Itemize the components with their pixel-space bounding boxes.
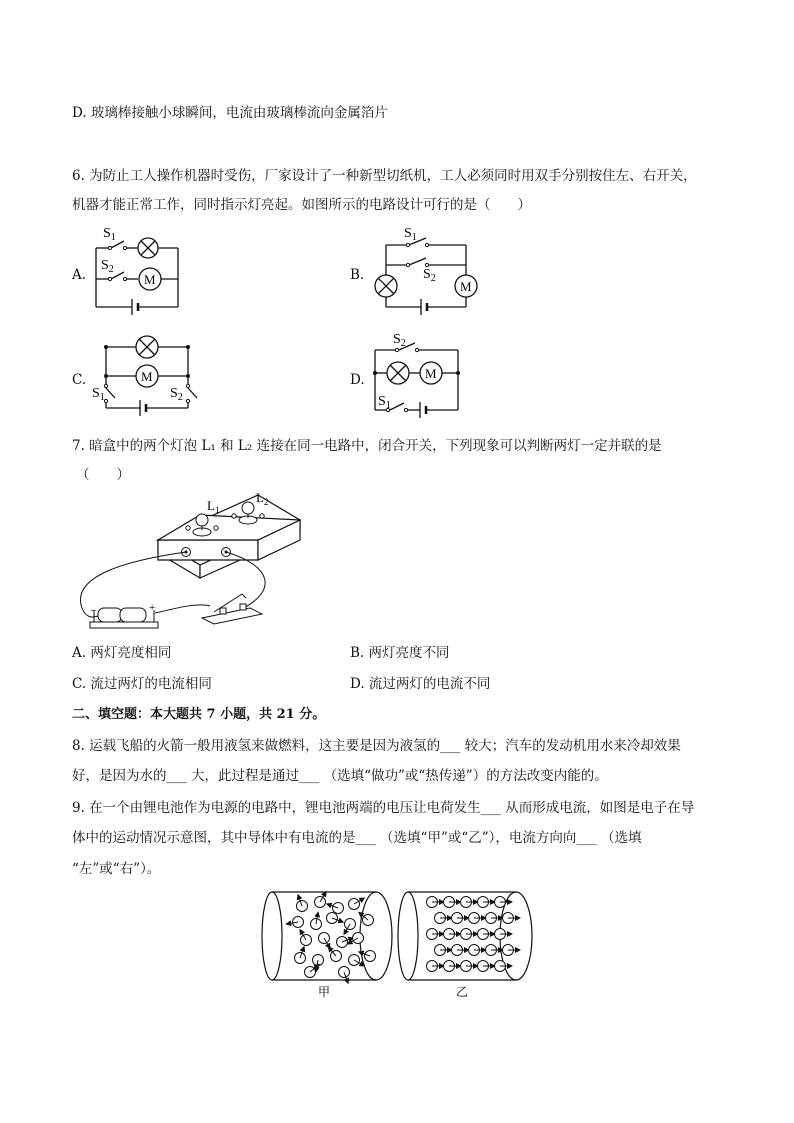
q6-label-b: B. bbox=[350, 267, 365, 283]
circuit-c-s2-label: $S_2$ bbox=[170, 386, 183, 403]
q6-stem-line2: 机器才能正常工作，同时指示灯亮起。如图所示的电路设计可行的是（ ） bbox=[72, 197, 531, 213]
circuit-a-motor-label: M bbox=[144, 272, 156, 287]
circuit-c-s1-label: $S_1$ bbox=[92, 386, 105, 403]
q7-stem-line2: （ ） bbox=[76, 467, 130, 483]
q8-line2: 好，是因为水的___ 大，此过程是通过___ （选填“做功”或“热传递”）的方法改变内能的。 bbox=[72, 768, 608, 784]
circuit-a-diagram bbox=[90, 225, 190, 317]
black-box-figure bbox=[70, 490, 310, 640]
q7-option-a: A. 两灯亮度相同 bbox=[72, 645, 172, 661]
lamp-l1-label: $L_1$ bbox=[207, 498, 220, 515]
circuit-d-s1-label: $S_1$ bbox=[378, 394, 391, 411]
q7-option-d: D. 流过两灯的电流不同 bbox=[350, 676, 491, 692]
battery-plus-label: + bbox=[149, 602, 156, 614]
circuit-d-motor-label: M bbox=[425, 366, 437, 381]
circuit-b-motor-label: M bbox=[460, 279, 472, 294]
circuit-b-s2-label: $S_2$ bbox=[423, 267, 436, 284]
q6-stem-line1: 6. 为防止工人操作机器时受伤，厂家设计了一种新型切纸机，工人必须同时用双手分别按住左、右开关， bbox=[72, 168, 697, 184]
q7-option-c: C. 流过两灯的电流相同 bbox=[72, 676, 212, 692]
q9-line3: “左”或“右”）。 bbox=[72, 861, 161, 877]
q7-option-b: B. 两灯亮度不同 bbox=[350, 645, 450, 661]
q7-stem-line1: 7. 暗盒中的两个灯泡 L₁ 和 L₂ 连接在同一电路中，闭合开关，下列现象可以判断两灯一定并联的是 bbox=[72, 438, 662, 454]
circuit-d-diagram bbox=[370, 330, 470, 422]
lamp-l2-label: $L_2$ bbox=[256, 490, 269, 507]
section2-heading: 二、填空题：本大题共 7 小题，共 21 分。 bbox=[72, 707, 326, 722]
circuit-c-diagram bbox=[90, 330, 202, 422]
label-yi: 乙 bbox=[456, 985, 469, 999]
q6-label-a: A. bbox=[72, 267, 87, 283]
q6-label-d: D. bbox=[350, 372, 365, 388]
circuit-b-s1-label: $S_1$ bbox=[404, 226, 417, 243]
electron-conductor-figure bbox=[258, 888, 538, 999]
q6-label-c: C. bbox=[72, 372, 87, 388]
circuit-a-s2-label: $S_2$ bbox=[101, 258, 114, 275]
label-jia: 甲 bbox=[318, 985, 331, 999]
circuit-a-s1-label: $S_1$ bbox=[103, 226, 116, 243]
battery-minus-label: − bbox=[90, 605, 97, 617]
circuit-d-s2-label: $S_2$ bbox=[393, 332, 406, 349]
q8-line1: 8. 运载飞船的火箭一般用液氢来做燃料，这主要是因为液氢的___ 较大；汽车的发动机用水来冷却效果 bbox=[72, 738, 681, 754]
q9-line2: 体中的运动情况示意图，其中导体中有电流的是___ （选填“甲”或“乙”），电流方向向___ （选填 bbox=[72, 830, 642, 846]
circuit-c-motor-label: M bbox=[141, 369, 153, 384]
circuit-b-diagram bbox=[368, 225, 483, 317]
q9-line1: 9. 在一个由锂电池作为电源的电路中，锂电池两端的电压让电荷发生___ 从而形成电流，如图是电子在导 bbox=[72, 800, 695, 816]
q5-option-d: D. 玻璃棒接触小球瞬间，电流由玻璃棒流向金属箔片 bbox=[72, 105, 388, 121]
